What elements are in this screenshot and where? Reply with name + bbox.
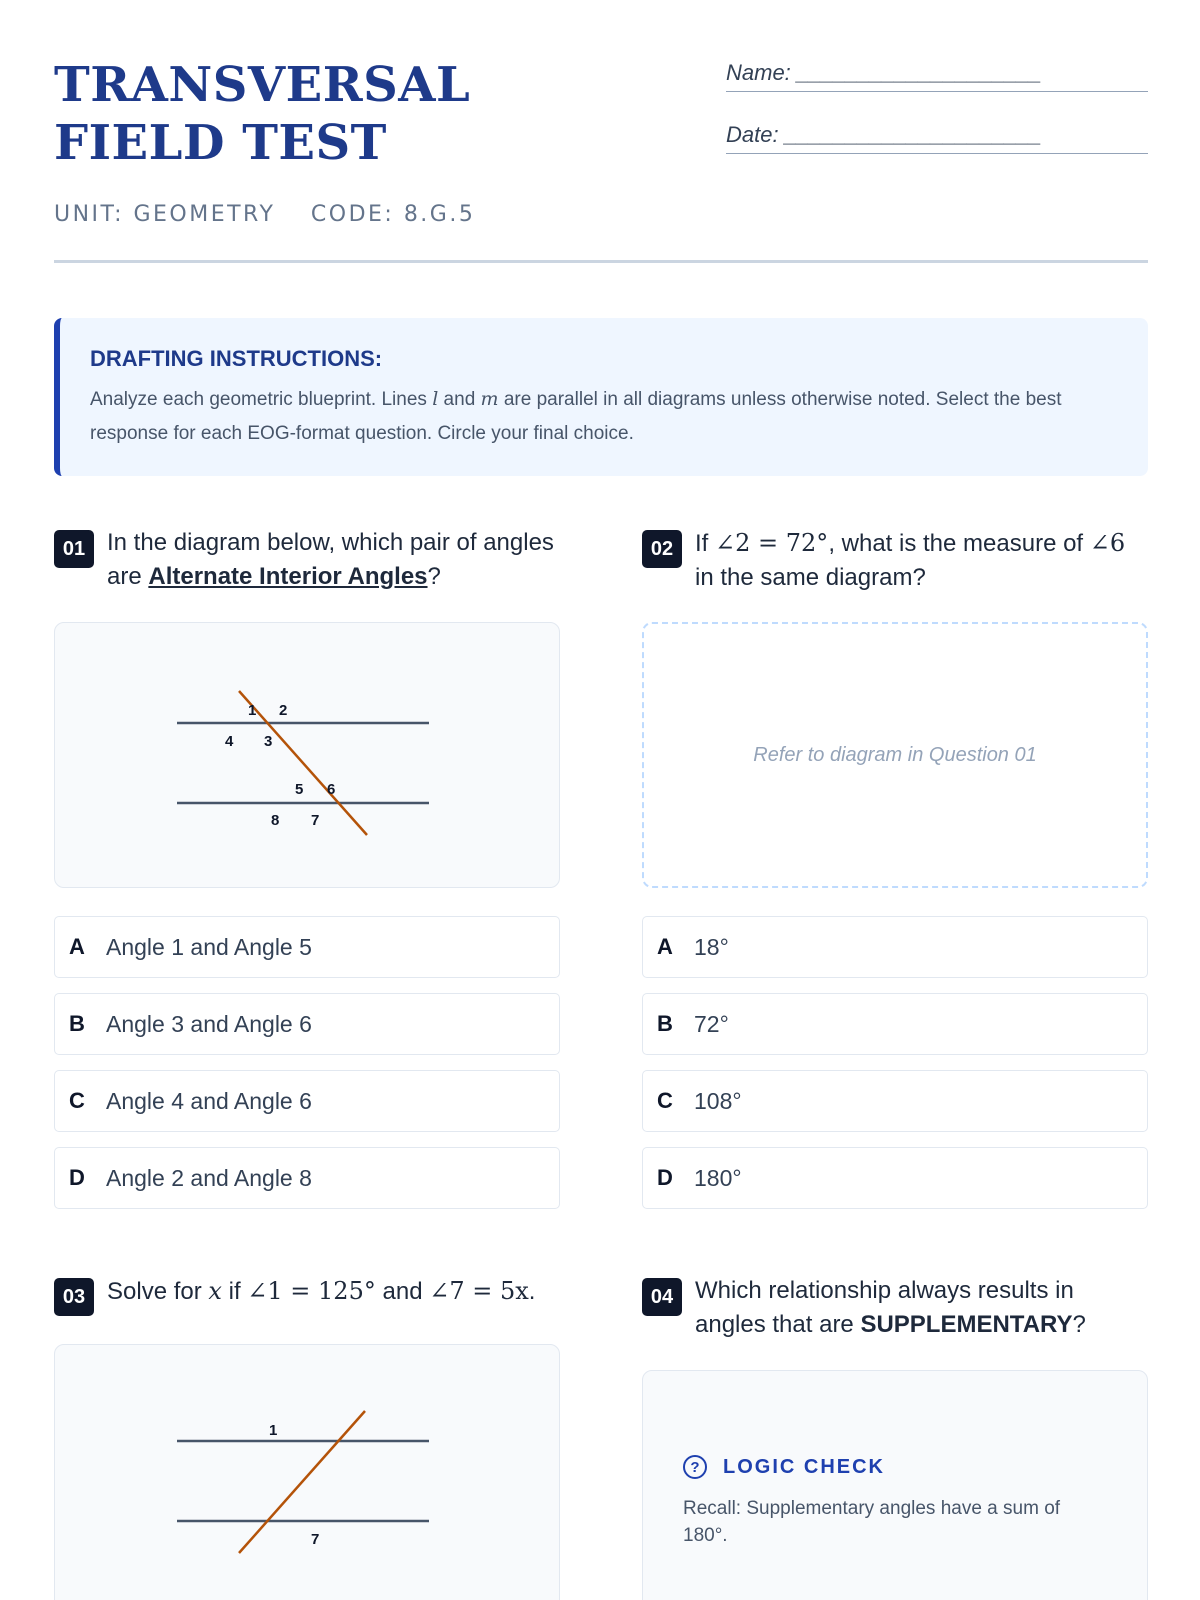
instructions-box [54, 318, 1148, 476]
page-title: TRANSVERSAL FIELD TEST [54, 57, 471, 171]
logic-check-text: Recall: Supplementary angles have a sum of 180°. [683, 1498, 1061, 1546]
question-math: ∠6 [1089, 529, 1126, 557]
question-03 [54, 1274, 560, 1548]
instructions-text-part: are parallel in all diagrams unless otherwise noted. Select the best response for each EOG-format question. Circle your final choice. [90, 389, 1062, 444]
question-text-part: Which relationship always results in angles that are [695, 1277, 1074, 1338]
choice-letter: B [657, 1011, 673, 1036]
question-emphasis: Alternate Interior Angles [148, 563, 428, 590]
angle-label-1: 1 [248, 702, 257, 719]
question-text-part: and [375, 1278, 430, 1305]
choice-letter: C [69, 1088, 85, 1113]
question-emphasis: SUPPLEMENTARY [860, 1311, 1073, 1338]
diagram-svg [55, 623, 561, 889]
question-text [695, 1274, 1148, 1342]
logic-check-box [642, 1370, 1148, 1600]
choice-a[interactable] [54, 916, 560, 978]
question-text-part: ? [427, 563, 441, 590]
angle-label-8: 8 [271, 812, 280, 829]
question-number-badge: 03 [54, 1278, 94, 1316]
transversal-diagram [54, 1344, 560, 1600]
angle-label-4: 4 [225, 733, 234, 750]
question-number-badge: 02 [642, 530, 682, 568]
instructions-text [90, 382, 1118, 451]
question-text [695, 526, 1148, 595]
choice-d[interactable] [642, 1147, 1148, 1209]
var-l: l [432, 388, 439, 410]
question-text-part: if [221, 1278, 248, 1305]
code-label: CODE: 8.G.5 [310, 202, 476, 227]
choice-text: Angle 1 and Angle 5 [106, 933, 312, 960]
choice-letter: B [69, 1011, 85, 1036]
angle-label-5: 5 [295, 781, 304, 798]
choice-text: 72° [694, 1010, 729, 1037]
unit-code-line [54, 202, 501, 227]
date-field[interactable]: Date: _____________________ [726, 118, 1148, 154]
choice-text: 108° [694, 1087, 742, 1114]
question-text-part: In the diagram below, which pair of angles are [107, 529, 554, 590]
question-text-part: ? [1072, 1311, 1086, 1338]
choice-text: Angle 4 and Angle 6 [106, 1087, 312, 1114]
question-text-part: . [528, 1278, 536, 1305]
question-02 [642, 526, 1148, 1191]
unit-label: UNIT: GEOMETRY [54, 202, 276, 227]
question-header [642, 1274, 1148, 1342]
choice-letter: A [69, 934, 85, 959]
instructions-text-part: Analyze each geometric blueprint. Lines [90, 389, 433, 410]
choice-d[interactable] [54, 1147, 560, 1209]
var-m: m [480, 388, 499, 410]
question-math: ∠2 = 72° [715, 529, 829, 557]
instructions-text-part: and [438, 389, 481, 410]
question-text-part: , what is the measure of [828, 530, 1090, 557]
choice-letter: D [657, 1165, 673, 1190]
answer-choices [642, 916, 1148, 1224]
question-number-badge: 01 [54, 530, 94, 568]
transversal-line [239, 1411, 365, 1553]
choice-letter: A [657, 934, 673, 959]
question-01 [54, 526, 560, 1191]
worksheet-header [54, 52, 1148, 264]
question-header [642, 526, 1148, 595]
choice-b[interactable] [54, 993, 560, 1055]
question-text [107, 1274, 535, 1309]
name-field[interactable]: Name: ____________________ [726, 56, 1148, 92]
question-number-badge: 04 [642, 1278, 682, 1316]
diagram-svg [55, 1345, 561, 1600]
angle-label-6: 6 [327, 781, 336, 798]
answer-choices [54, 916, 560, 1224]
angle-label-7: 7 [311, 1531, 320, 1548]
header-divider [54, 260, 1148, 263]
question-math: x [208, 1277, 222, 1305]
choice-a[interactable] [642, 916, 1148, 978]
choice-c[interactable] [642, 1070, 1148, 1132]
diagram-placeholder: Refer to diagram in Question 01 [642, 622, 1148, 888]
question-04 [642, 1274, 1148, 1546]
transversal-line [239, 691, 367, 835]
angle-label-3: 3 [264, 733, 273, 750]
question-header [54, 1274, 560, 1316]
angle-label-1: 1 [269, 1422, 278, 1439]
question-math: ∠1 = 125° [247, 1277, 376, 1305]
choice-letter: D [69, 1165, 85, 1190]
question-circle-icon: ? [683, 1455, 707, 1479]
transversal-diagram [54, 622, 560, 888]
question-text [107, 526, 560, 594]
question-math: ∠7 = 5x [429, 1277, 529, 1305]
choice-text: Angle 3 and Angle 6 [106, 1010, 312, 1037]
choice-text: 18° [694, 933, 729, 960]
choice-c[interactable] [54, 1070, 560, 1132]
choice-b[interactable] [642, 993, 1148, 1055]
question-text-part: If [695, 530, 716, 557]
instructions-heading: DRAFTING INSTRUCTIONS: [90, 346, 383, 371]
angle-label-2: 2 [279, 702, 288, 719]
logic-check-title [683, 1455, 1107, 1479]
choice-letter: C [657, 1088, 673, 1113]
question-text-part: Solve for [107, 1278, 209, 1305]
angle-label-7: 7 [311, 812, 320, 829]
question-header [54, 526, 560, 594]
logic-check-label: LOGIC CHECK [723, 1455, 885, 1478]
choice-text: 180° [694, 1164, 742, 1191]
question-text-part: in the same diagram? [695, 564, 926, 591]
choice-text: Angle 2 and Angle 8 [106, 1164, 312, 1191]
